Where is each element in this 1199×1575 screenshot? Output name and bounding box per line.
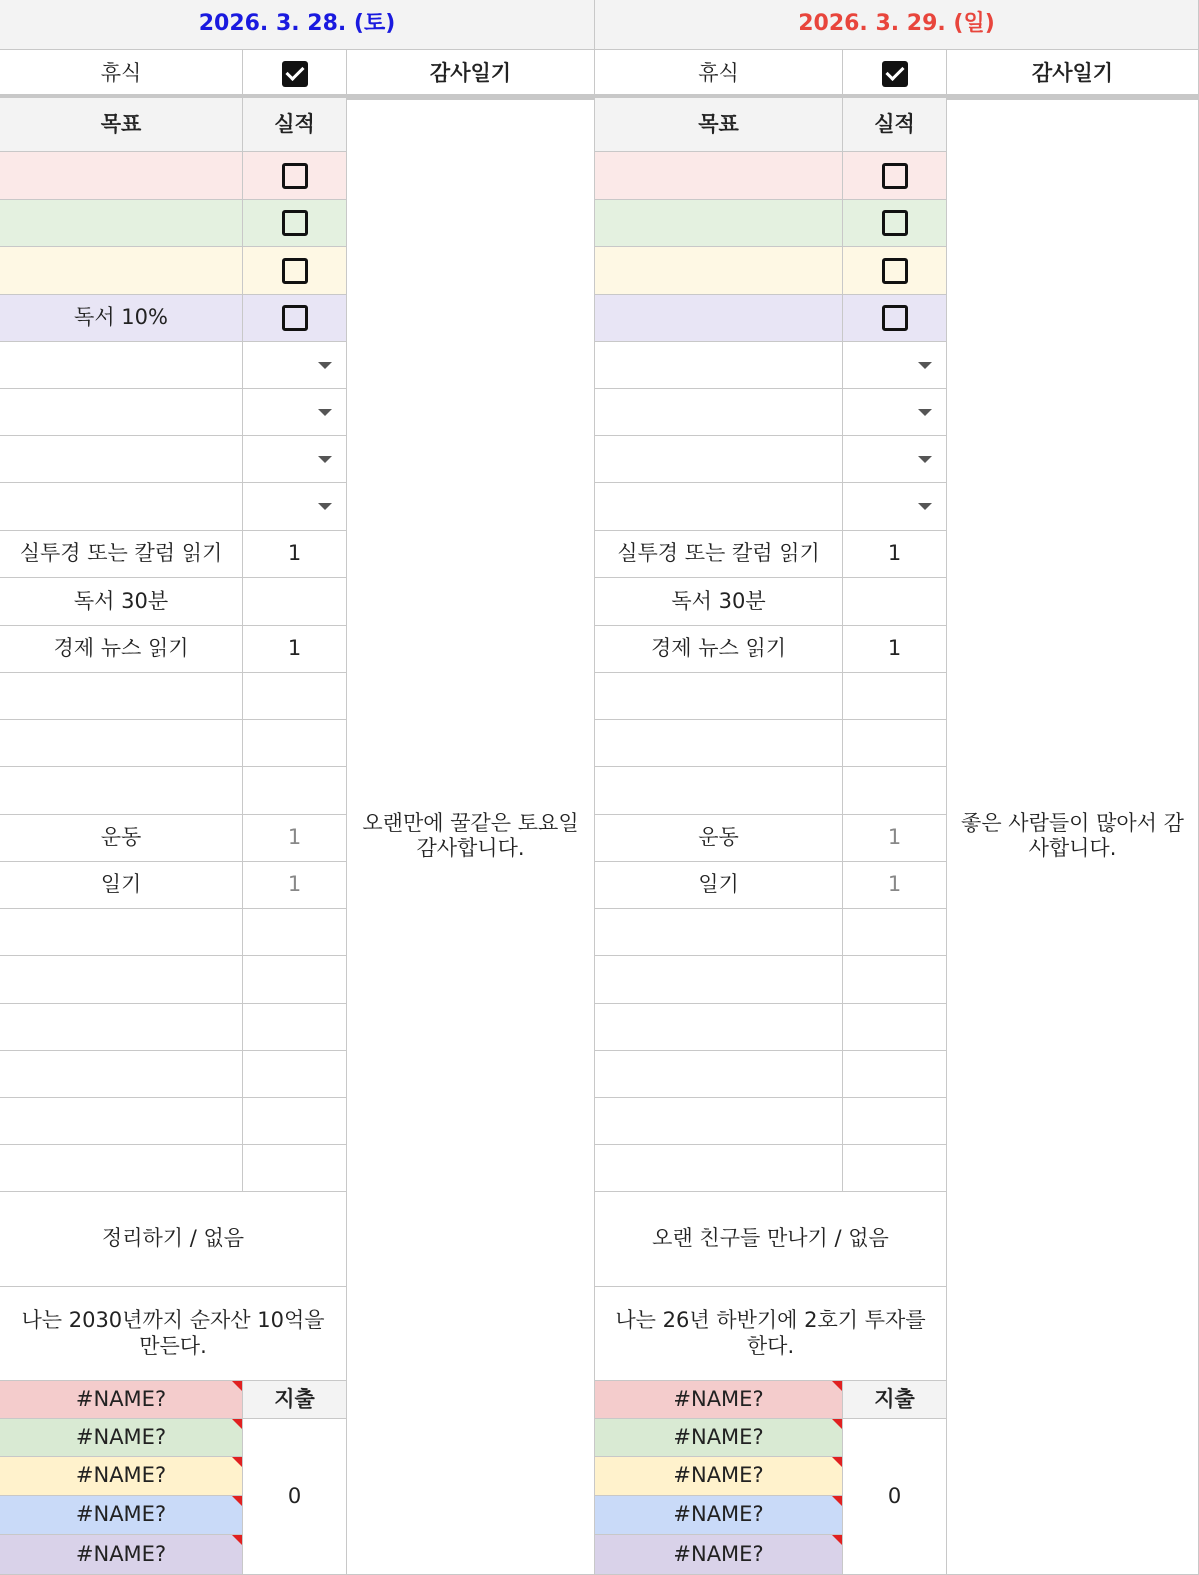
goal-header-text: 목표 <box>698 111 739 136</box>
goal-cell[interactable] <box>0 483 243 531</box>
unchecked-checkbox-icon[interactable] <box>282 305 308 331</box>
habit-goal-cell[interactable] <box>595 1145 843 1192</box>
habit-result-cell[interactable] <box>243 815 347 862</box>
habit-goal-cell[interactable] <box>595 673 843 720</box>
habit-goal-cell[interactable] <box>595 1051 843 1098</box>
comment-indicator-icon <box>832 1381 842 1391</box>
habit-goal-cell[interactable] <box>0 909 243 956</box>
habit-goal-cell-text: 실투경 또는 칼럼 읽기 <box>617 541 820 566</box>
habit-result-cell-text: 1 <box>287 825 302 850</box>
habit-result-cell-text: 1 <box>287 541 302 566</box>
error-cell-text: #NAME? <box>673 1463 764 1488</box>
result-header-text: 실적 <box>874 111 915 136</box>
habit-result-cell[interactable] <box>843 673 947 720</box>
result-dropdown[interactable] <box>843 436 947 483</box>
gratitude-header-text: 감사일기 <box>1031 60 1114 85</box>
habit-result-cell[interactable] <box>843 720 947 767</box>
affirmation-cell-text: 나는 2030년까지 순자산 10억을 만든다. <box>21 1308 325 1358</box>
habit-goal-cell[interactable] <box>0 956 243 1004</box>
habit-result-cell[interactable] <box>843 862 947 909</box>
habit-result-cell[interactable] <box>843 1004 947 1051</box>
checked-checkbox-icon[interactable] <box>282 61 308 87</box>
goal-cell[interactable] <box>0 247 243 295</box>
unchecked-checkbox-icon[interactable] <box>282 258 308 284</box>
summary-cell[interactable] <box>0 1192 347 1287</box>
habit-goal-cell[interactable] <box>0 767 243 815</box>
date-header <box>595 0 1199 50</box>
expense-header <box>843 1381 947 1419</box>
habit-goal-cell[interactable] <box>595 720 843 767</box>
habit-goal-cell[interactable] <box>0 626 243 673</box>
habit-goal-cell-text: 독서 30분 <box>671 588 766 613</box>
result-checkbox-cell[interactable] <box>243 247 347 295</box>
date-header-text: 2026. 3. 28. (토) <box>198 11 396 37</box>
result-dropdown[interactable] <box>243 389 347 436</box>
goal-cell[interactable] <box>595 389 843 436</box>
habit-goal-cell[interactable] <box>595 531 843 578</box>
result-dropdown[interactable] <box>243 483 347 531</box>
goal-cell[interactable] <box>595 152 843 200</box>
habit-goal-cell[interactable] <box>595 1004 843 1051</box>
habit-result-cell[interactable] <box>243 578 347 626</box>
affirmation-cell[interactable] <box>595 1287 947 1381</box>
habit-goal-cell[interactable] <box>595 767 843 815</box>
habit-goal-cell[interactable] <box>595 956 843 1004</box>
unchecked-checkbox-icon[interactable] <box>882 305 908 331</box>
dropdown-arrow-icon[interactable] <box>918 409 932 416</box>
expense-header <box>243 1381 347 1419</box>
goal-cell[interactable] <box>0 295 243 342</box>
habit-goal-cell[interactable] <box>0 673 243 720</box>
result-header-text: 실적 <box>274 111 315 136</box>
gratitude-text-cell-text: 좋은 사람들이 많아서 감사합니다. <box>961 810 1184 860</box>
habit-goal-cell-text: 경제 뉴스 읽기 <box>650 636 787 661</box>
habit-result-cell[interactable] <box>843 909 947 956</box>
goal-cell[interactable] <box>0 436 243 483</box>
habit-result-cell[interactable] <box>243 673 347 720</box>
habit-result-cell[interactable] <box>243 1004 347 1051</box>
rest-label-text: 휴식 <box>698 60 739 85</box>
habit-result-cell[interactable] <box>243 862 347 909</box>
gratitude-header-text: 감사일기 <box>429 60 512 85</box>
error-cell-text: #NAME? <box>673 1386 764 1411</box>
unchecked-checkbox-icon[interactable] <box>882 258 908 284</box>
comment-indicator-icon <box>232 1457 242 1467</box>
error-cell[interactable] <box>0 1419 243 1457</box>
unchecked-checkbox-icon[interactable] <box>282 210 308 236</box>
comment-indicator-icon <box>232 1419 242 1429</box>
goal-cell[interactable] <box>595 483 843 531</box>
habit-goal-cell[interactable] <box>595 909 843 956</box>
error-cell-text: #NAME? <box>75 1386 167 1411</box>
rest-checkbox-cell[interactable] <box>243 50 347 98</box>
error-cell-text: #NAME? <box>75 1502 167 1527</box>
comment-indicator-icon <box>832 1535 842 1545</box>
habit-goal-cell-text: 경제 뉴스 읽기 <box>53 636 189 661</box>
error-cell[interactable] <box>0 1457 243 1496</box>
error-cell[interactable] <box>595 1381 843 1419</box>
comment-indicator-icon <box>232 1535 242 1545</box>
goal-cell[interactable] <box>595 342 843 389</box>
comment-indicator-icon <box>232 1496 242 1506</box>
error-cell-text: #NAME? <box>75 1424 167 1449</box>
dropdown-arrow-icon[interactable] <box>318 409 332 416</box>
expense-value-cell[interactable] <box>843 1419 947 1575</box>
habit-result-cell[interactable] <box>843 1098 947 1145</box>
unchecked-checkbox-icon[interactable] <box>882 210 908 236</box>
habit-result-cell-text: 1 <box>887 825 902 850</box>
result-checkbox-cell[interactable] <box>243 152 347 200</box>
dropdown-arrow-icon[interactable] <box>318 503 332 510</box>
rest-label <box>595 50 843 98</box>
gratitude-header <box>947 50 1199 98</box>
rest-checkbox-cell[interactable] <box>843 50 947 98</box>
goal-cell[interactable] <box>595 247 843 295</box>
habit-result-cell[interactable] <box>243 1145 347 1192</box>
unchecked-checkbox-icon[interactable] <box>282 163 308 189</box>
result-header <box>243 98 347 152</box>
goal-header-text: 목표 <box>100 111 142 136</box>
goal-cell-text: 독서 10% <box>74 305 168 330</box>
goal-cell[interactable] <box>0 389 243 436</box>
habit-result-cell-text: 1 <box>887 636 902 661</box>
gratitude-header <box>347 50 595 98</box>
habit-result-cell[interactable] <box>243 1098 347 1145</box>
habit-goal-cell-text: 운동 <box>698 825 739 850</box>
habit-result-cell[interactable] <box>843 626 947 673</box>
dropdown-arrow-icon[interactable] <box>318 456 332 463</box>
comment-indicator-icon <box>832 1457 842 1467</box>
affirmation-cell[interactable] <box>0 1287 347 1381</box>
result-checkbox-cell[interactable] <box>243 200 347 247</box>
summary-cell-text: 오랜 친구들 만나기 / 없음 <box>652 1226 889 1251</box>
goal-cell[interactable] <box>595 436 843 483</box>
habit-result-cell-text: 1 <box>887 872 902 897</box>
gratitude-text-cell-text: 오랜만에 꿀같은 토요일 감사합니다. <box>362 810 579 860</box>
habit-result-cell[interactable] <box>843 1145 947 1192</box>
unchecked-checkbox-icon[interactable] <box>882 163 908 189</box>
habit-result-cell[interactable] <box>243 720 347 767</box>
habit-result-cell[interactable] <box>843 1051 947 1098</box>
habit-result-cell-text: 1 <box>287 636 302 661</box>
habit-goal-cell[interactable] <box>0 1004 243 1051</box>
gratitude-text-cell[interactable] <box>347 98 595 1575</box>
expense-value-cell[interactable] <box>243 1419 347 1575</box>
habit-goal-cell-text: 독서 30분 <box>73 588 169 613</box>
result-checkbox-cell[interactable] <box>843 247 947 295</box>
habit-result-cell[interactable] <box>843 815 947 862</box>
habit-goal-cell[interactable] <box>595 1098 843 1145</box>
habit-result-cell[interactable] <box>243 531 347 578</box>
affirmation-cell-text: 나는 26년 하반기에 2호기 투자를 한다. <box>615 1308 926 1358</box>
goal-cell[interactable] <box>595 295 843 342</box>
dropdown-arrow-icon[interactable] <box>918 362 932 369</box>
result-checkbox-cell[interactable] <box>843 152 947 200</box>
habit-result-cell[interactable] <box>243 626 347 673</box>
comment-indicator-icon <box>832 1496 842 1506</box>
habit-result-cell-text: 1 <box>887 541 902 566</box>
habit-goal-cell-text: 일기 <box>100 872 142 897</box>
habit-goal-cell-text: 운동 <box>100 825 142 850</box>
habit-goal-cell[interactable] <box>0 862 243 909</box>
habit-result-cell[interactable] <box>843 767 947 815</box>
result-dropdown[interactable] <box>243 436 347 483</box>
result-header <box>843 98 947 152</box>
result-checkbox-cell[interactable] <box>843 200 947 247</box>
rest-label <box>0 50 243 98</box>
habit-result-cell[interactable] <box>843 956 947 1004</box>
habit-result-cell[interactable] <box>243 767 347 815</box>
comment-indicator-icon <box>232 1381 242 1391</box>
error-cell[interactable] <box>0 1535 243 1575</box>
habit-result-cell[interactable] <box>243 956 347 1004</box>
error-cell[interactable] <box>0 1381 243 1419</box>
gratitude-text-cell[interactable] <box>947 98 1199 1575</box>
error-cell-text: #NAME? <box>673 1541 764 1566</box>
habit-goal-cell[interactable] <box>0 1145 243 1192</box>
habit-goal-cell-text: 일기 <box>698 872 739 897</box>
habit-goal-cell[interactable] <box>595 862 843 909</box>
habit-goal-cell[interactable] <box>0 1051 243 1098</box>
habit-result-cell[interactable] <box>843 578 947 626</box>
error-cell-text: #NAME? <box>75 1541 167 1566</box>
date-header <box>0 0 595 50</box>
habit-result-cell[interactable] <box>243 909 347 956</box>
result-dropdown[interactable] <box>843 342 947 389</box>
habit-goal-cell[interactable] <box>0 720 243 767</box>
rest-label-text: 휴식 <box>100 60 142 85</box>
habit-result-cell-text: 1 <box>287 872 302 897</box>
summary-cell-text: 정리하기 / 없음 <box>101 1226 245 1251</box>
dropdown-arrow-icon[interactable] <box>918 503 932 510</box>
expense-header-text: 지출 <box>874 1386 915 1411</box>
habit-goal-cell[interactable] <box>0 531 243 578</box>
error-cell[interactable] <box>595 1535 843 1575</box>
result-checkbox-cell[interactable] <box>243 295 347 342</box>
goal-cell[interactable] <box>0 342 243 389</box>
error-cell[interactable] <box>595 1496 843 1535</box>
result-dropdown[interactable] <box>843 389 947 436</box>
expense-header-text: 지출 <box>274 1386 315 1411</box>
error-cell[interactable] <box>595 1457 843 1496</box>
error-cell[interactable] <box>595 1419 843 1457</box>
error-cell[interactable] <box>0 1496 243 1535</box>
summary-cell[interactable] <box>595 1192 947 1287</box>
habit-result-cell[interactable] <box>243 1051 347 1098</box>
habit-goal-cell[interactable] <box>595 578 843 626</box>
goal-cell[interactable] <box>595 200 843 247</box>
error-cell-text: #NAME? <box>673 1424 764 1449</box>
habit-result-cell[interactable] <box>843 531 947 578</box>
date-header-text: 2026. 3. 29. (일) <box>798 11 995 37</box>
goal-cell[interactable] <box>0 200 243 247</box>
goal-header <box>0 98 243 152</box>
result-dropdown[interactable] <box>243 342 347 389</box>
habit-goal-cell-text: 실투경 또는 칼럼 읽기 <box>19 541 223 566</box>
checked-checkbox-icon[interactable] <box>882 61 908 87</box>
dropdown-arrow-icon[interactable] <box>318 362 332 369</box>
goal-cell[interactable] <box>0 152 243 200</box>
error-cell-text: #NAME? <box>75 1463 167 1488</box>
habit-goal-cell[interactable] <box>0 1098 243 1145</box>
expense-value-cell-text: 0 <box>887 1483 902 1508</box>
error-cell-text: #NAME? <box>673 1502 764 1527</box>
expense-value-cell-text: 0 <box>287 1483 302 1508</box>
habit-goal-cell[interactable] <box>0 815 243 862</box>
habit-goal-cell[interactable] <box>595 815 843 862</box>
dropdown-arrow-icon[interactable] <box>918 456 932 463</box>
result-dropdown[interactable] <box>843 483 947 531</box>
habit-goal-cell[interactable] <box>0 578 243 626</box>
goal-header <box>595 98 843 152</box>
result-checkbox-cell[interactable] <box>843 295 947 342</box>
comment-indicator-icon <box>832 1419 842 1429</box>
habit-goal-cell[interactable] <box>595 626 843 673</box>
